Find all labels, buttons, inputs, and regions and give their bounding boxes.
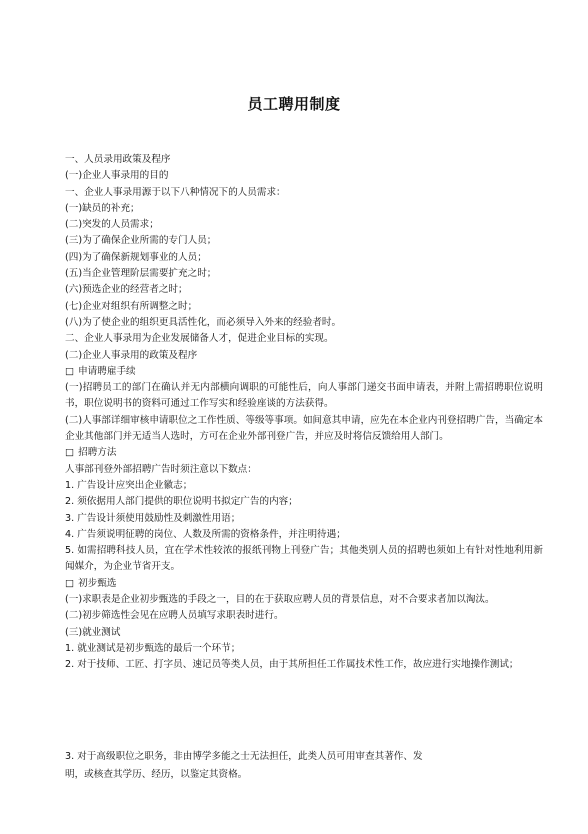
section-heading-text: 申请聘雇手续 [78, 365, 136, 377]
text-line: 一、企业人事录用源于以下八种情况下的人员需求： [65, 186, 286, 198]
list-item: 4. 广告须说明征聘的岗位、人数及所需的资格条件，并注明待遇； [65, 528, 346, 540]
text-line: 二、企业人事录用为企业发展储备人才，促进企业目标的实现。 [65, 333, 334, 345]
text-line: (二)企业人事录用的政策及程序 [65, 349, 198, 361]
paragraph: (二)人事部详细审核申请职位之工作性质、等级等事项。如间意其申请，应先在本企业内刊登招聘广告，当确定本企业其他部门并无适当人选时，方可在企业外部刊登广告，并应及时将信反馈给用人部门。 [65, 414, 543, 443]
text-line: (二)突发的人员需求； [65, 219, 159, 231]
text-line: (八)为了使企业的组织更具活性化，而必须导入外来的经验者时。 [65, 316, 342, 328]
paragraph: (一)招聘员工的部门在确认并无内部横向调职的可能性后，向人事部门递交书面申请表，并附上需招聘职位说明书，职位说明书的资料可通过工作写实和经验座谈的方法获得。 [65, 382, 543, 410]
text-line: (二)初步筛选性会见在应聘人员填写求职表时进行。 [65, 610, 284, 622]
text-line: (一)企业人事录用的目的 [65, 170, 169, 182]
list-item: 1. 就业测试是初步甄选的最后一个环节； [65, 642, 241, 654]
document-body [65, 152, 543, 674]
text-line: 3. 对于高级职位之职务，非由博学多能之士无法担任，此类人员可用审查其著作、发 [65, 751, 423, 762]
section-heading-screen [65, 576, 543, 592]
text-line: (一)求职表是企业初步甄选的手段之一，目的在于获取应聘人员的背景信息，对不合要求者加以淘汰。 [65, 594, 495, 606]
section-heading-text: 初步甄选 [78, 577, 117, 589]
list-item: 1. 广告设计应突出企业徽志； [65, 479, 193, 491]
text-line: (一)缺员的补充； [65, 202, 140, 214]
text-line: (三)就业测试 [65, 626, 121, 638]
list-item: 2. 对于技师、工匠、打字员、速记员等类人员，由于其所担任工作属技术性工作，故应进行实地操作测试； [65, 659, 519, 671]
text-line: (五)当企业管理阶层需要扩充之时； [65, 268, 217, 280]
document-tail [65, 748, 543, 784]
list-item: 2. 须依据用人部门提供的职位说明书拟定广告的内容； [65, 496, 298, 508]
text-line: 人事部刊登外部招聘广告时须注意以下数点： [65, 463, 257, 475]
square-bullet-icon: □ [65, 447, 75, 459]
text-line: (六)预选企业的经营者之时； [65, 284, 188, 296]
text-line: (七)企业对组织有所调整之时； [65, 300, 198, 312]
square-bullet-icon: □ [65, 365, 75, 377]
section-heading-text: 招聘方法 [78, 447, 117, 459]
list-item: 5. 如需招聘科技人员，宜在学术性较浓的报纸刊物上刊登广告；其他类别人员的招聘也须如上有针对性地利用新闻媒介，为企业节省开支。 [65, 545, 543, 573]
list-item: 3. 广告设计须使用鼓励性及刺激性用语； [65, 512, 241, 524]
section-heading-method [65, 445, 543, 461]
text-line: 一、人员录用政策及程序 [65, 154, 171, 165]
section-heading-apply [65, 364, 543, 380]
square-bullet-icon: □ [65, 577, 75, 589]
text-line: (四)为了确保新规划事业的人员； [65, 251, 207, 263]
text-line: 明，或核查其学历、经历，以鉴定其资格。 [65, 769, 248, 780]
document-title: 员工聘用制度 [247, 95, 341, 113]
text-line: (三)为了确保企业所需的专门人员； [65, 235, 217, 247]
